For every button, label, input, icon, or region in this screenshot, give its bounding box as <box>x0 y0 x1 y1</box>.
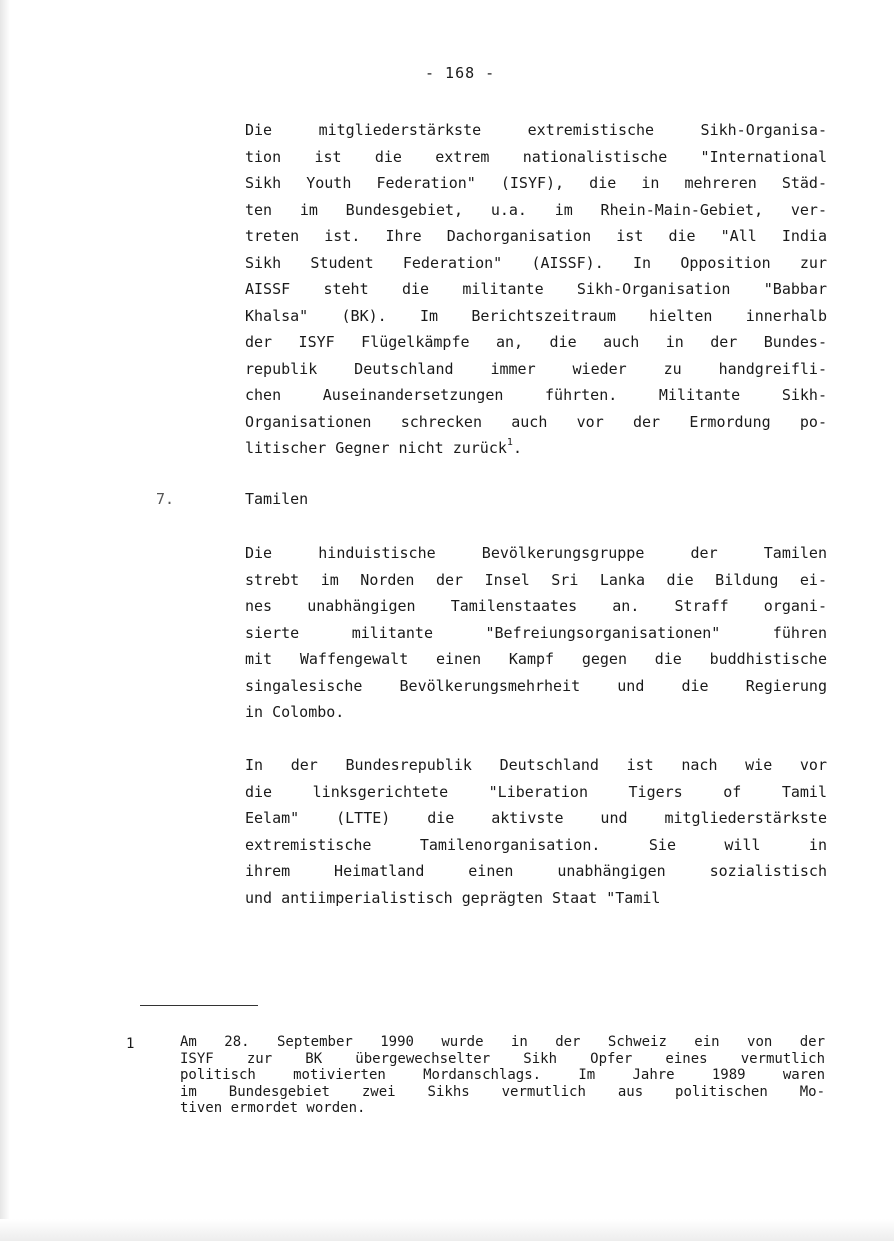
footnote-text <box>180 1034 825 1117</box>
footnote-line: im Bundesgebiet zwei Sikhs vermutlich aus politischen Mo- <box>180 1083 825 1100</box>
text-line: treten ist. Ihre Dachorganisation ist die "All India <box>245 227 827 245</box>
text-line: Die mitgliederstärkste extremistische Sikh-Organisa- <box>245 121 827 139</box>
text-line: nes unabhängigen Tamilenstaates an. Straff organi- <box>245 597 827 615</box>
text-line: sierte militante "Befreiungsorganisationen" führen <box>245 623 827 642</box>
footnote-divider <box>140 1005 258 1006</box>
footnote-reference[interactable]: 1 <box>506 437 513 448</box>
scan-edge-left <box>0 0 10 1241</box>
footnote-line: politisch motivierten Mordanschlags. Im Jahre 1989 waren <box>180 1067 825 1084</box>
page-number: - 168 - <box>425 64 496 82</box>
text-line: mit Waffengewalt einen Kampf gegen die buddhistische <box>245 650 827 668</box>
text-line: Die hinduistische Bevölkerungsgruppe der Tamilen <box>245 544 827 562</box>
text-line: der ISYF Flügelkämpfe an, die auch in der Bundes- <box>245 333 827 351</box>
text-line: Khalsa" (BK). Im Berichtszeitraum hielten innerhalb <box>245 306 827 325</box>
footnote-line: Am 28. September 1990 wurde in der Schweiz ein von der <box>180 1034 825 1050</box>
section-number: 7. <box>156 490 175 508</box>
text-line: Organisationen schrecken auch vor der Ermordung po- <box>245 412 827 431</box>
paragraph-ltte <box>245 752 827 911</box>
text-line: extremistische Tamilenorganisation. Sie will in <box>245 835 827 854</box>
sentence-end: . <box>512 439 522 457</box>
text-line: tion ist die extrem nationalistische "International <box>245 147 827 166</box>
text-line: chen Auseinandersetzungen führten. Militante Sikh- <box>245 386 827 404</box>
paragraph-tamil-population <box>245 540 827 726</box>
footnote-line: ISYF zur BK übergewechselter Sikh Opfer eines vermutlich <box>180 1050 825 1067</box>
paragraph-sikh-organisations <box>245 117 827 462</box>
text-line <box>245 435 827 462</box>
section-heading: Tamilen <box>245 490 309 508</box>
text-line: strebt im Norden der Insel Sri Lanka die Bildung ei- <box>245 570 827 589</box>
text-line: und antiimperialistisch geprägten Staat "Tamil <box>245 888 661 907</box>
text-line: in Colombo. <box>245 703 345 721</box>
text-line: ihrem Heimatland einen unabhängigen sozialistisch <box>245 862 827 880</box>
text-line: Sikh Student Federation" (AISSF). In Opposition zur <box>245 253 827 272</box>
text-line: In der Bundesrepublik Deutschland ist nach wie vor <box>245 756 827 774</box>
text-line: die linksgerichtete "Liberation Tigers of Tamil <box>245 782 827 801</box>
text-line: ten im Bundesgebiet, u.a. im Rhein-Main-Gebiet, ver- <box>245 200 827 219</box>
text-line: singalesische Bevölkerungsmehrheit und die Regierung <box>245 676 827 695</box>
text-line: AISSF steht die militante Sikh-Organisation "Babbar <box>245 280 827 298</box>
text-line: Eelam" (LTTE) die aktivste und mitgliederstärkste <box>245 809 827 827</box>
footnote-line: tiven ermordet worden. <box>180 1100 366 1117</box>
scan-edge-bottom <box>0 1219 894 1241</box>
text-line: republik Deutschland immer wieder zu handgreifli- <box>245 359 827 378</box>
text-line: Sikh Youth Federation" (ISYF), die in mehreren Städ- <box>245 174 827 192</box>
footnote-marker: 1 <box>126 1036 135 1052</box>
text-line-content: litischer Gegner nicht zurück <box>245 439 507 457</box>
